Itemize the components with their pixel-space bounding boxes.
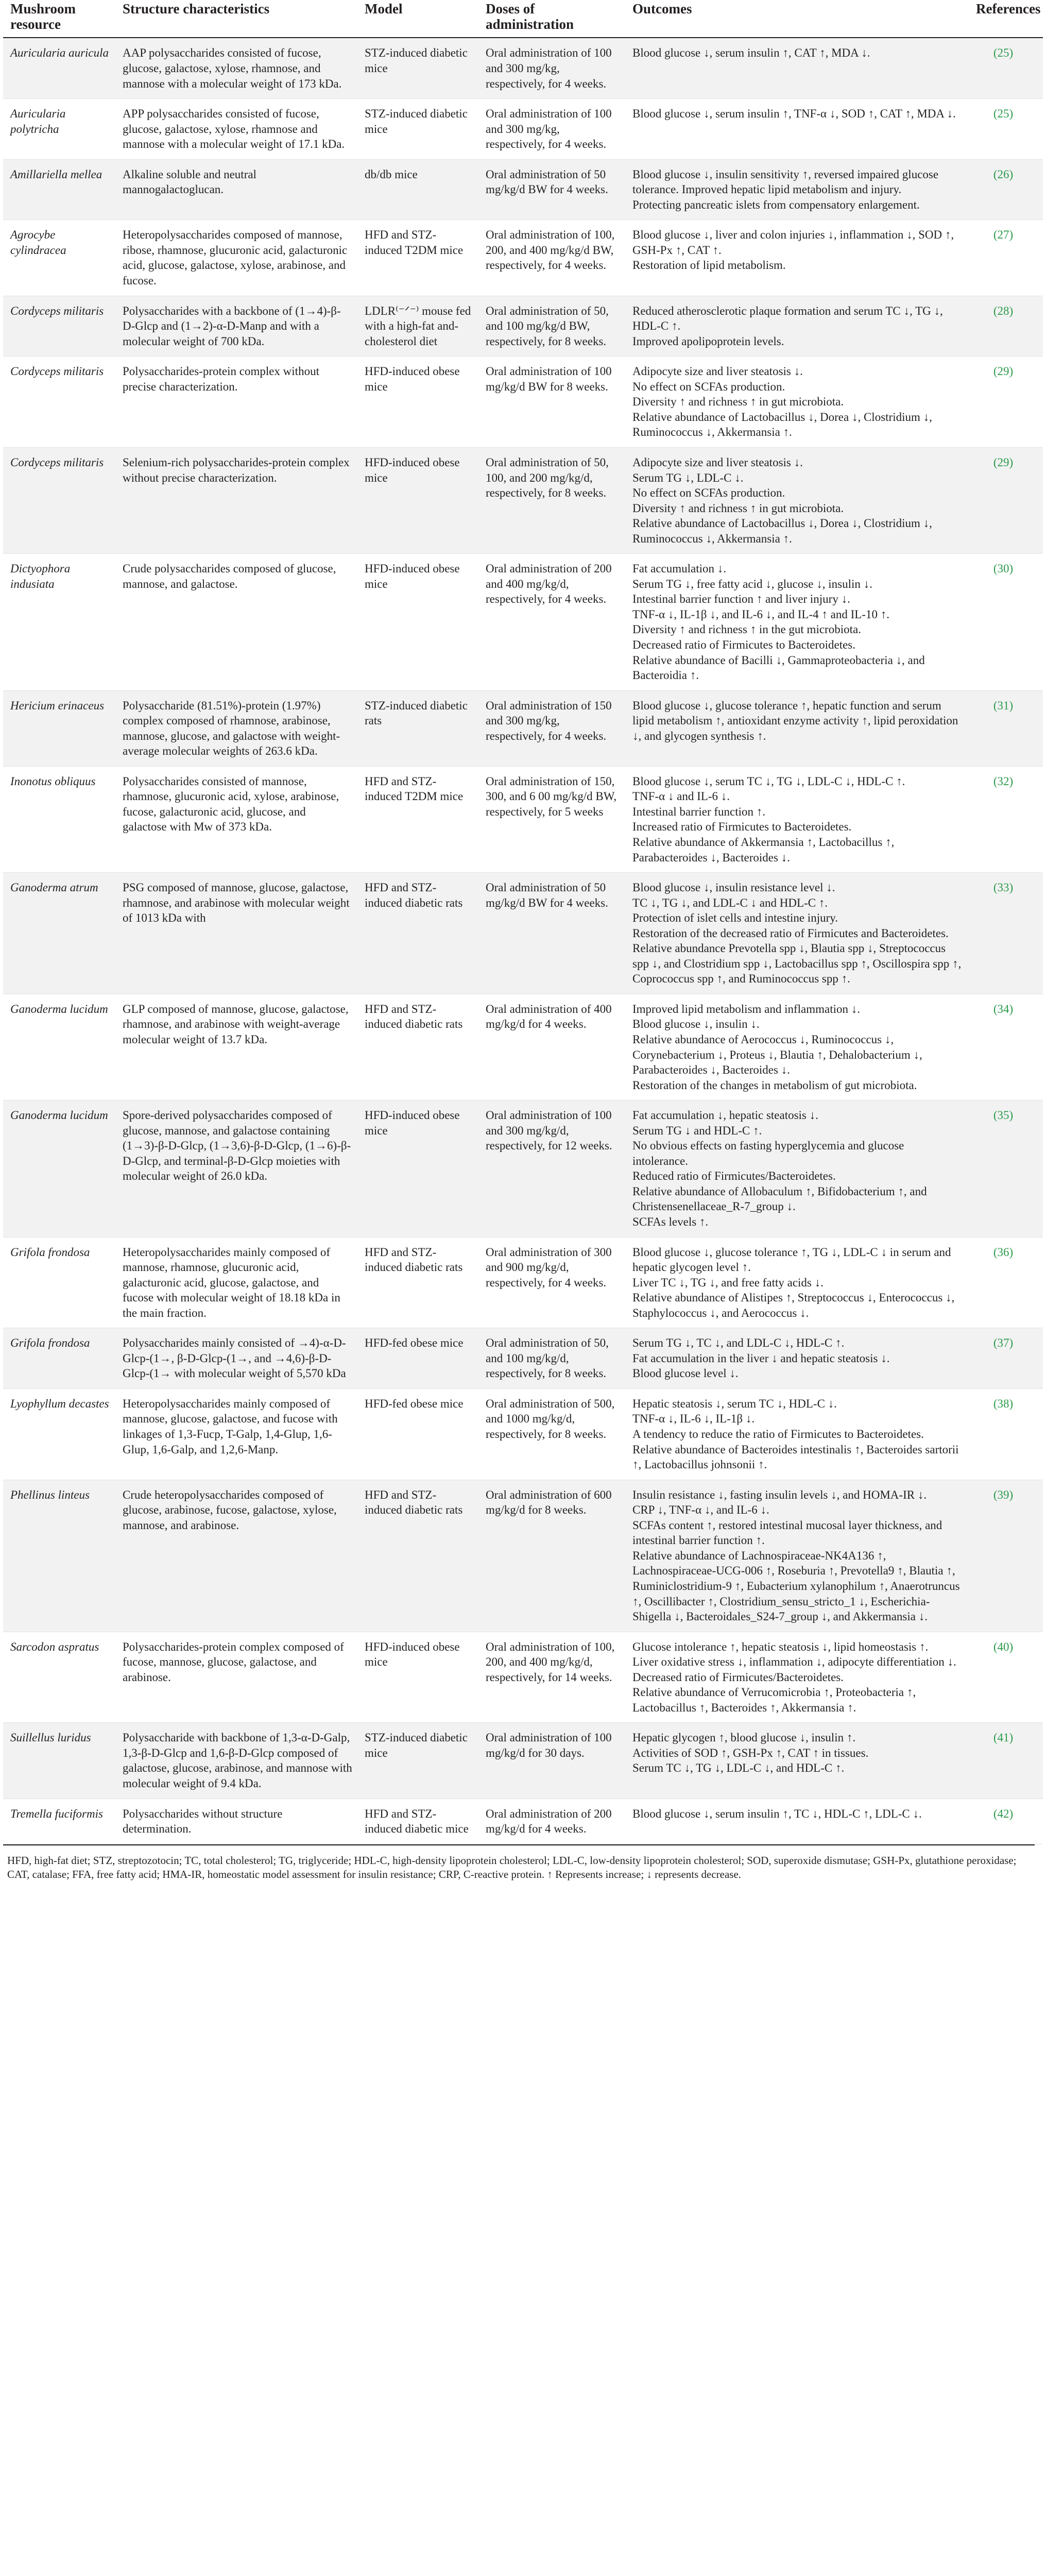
outcome-line: Blood glucose ↓, insulin resistance level ↓.: [632, 881, 835, 894]
cell-model: HFD-induced obese mice: [357, 357, 478, 448]
cell-reference-link[interactable]: (38): [967, 1388, 1043, 1480]
outcome-line: Relative abundance of Lactobacillus ↓, Dorea ↓, Clostridium ↓, Ruminococcus ↓, Akkermansia ↑.: [632, 517, 932, 545]
cell-model: HFD-induced obese mice: [357, 447, 478, 553]
cell-reference-link[interactable]: (39): [967, 1480, 1043, 1632]
cell-mushroom-resource: Cordyceps militaris: [3, 447, 115, 553]
cell-doses: Oral administration of 100 mg/kg/d for 30 days.: [478, 1723, 625, 1799]
table-row: [3, 296, 1043, 357]
cell-outcomes: [625, 296, 967, 357]
cell-doses: Oral administration of 150 and 300 mg/kg, respectively, for 4 weeks.: [478, 690, 625, 766]
cell-structure: GLP composed of mannose, glucose, galactose, rhamnose, and arabinose with weight-average molecular weight of 13.7 kDa.: [115, 994, 357, 1100]
table-row: [3, 38, 1043, 98]
cell-doses: Oral administration of 200 mg/kg/d for 4 weeks.: [478, 1799, 625, 1844]
cell-outcomes: [625, 1799, 967, 1844]
cell-structure: Polysaccharides-protein complex composed of fucose, mannose, glucose, galactose, and arabinose.: [115, 1632, 357, 1723]
table-row: [3, 1480, 1043, 1632]
header-references: References: [967, 0, 1043, 38]
cell-model: HFD and STZ-induced T2DM mice: [357, 766, 478, 872]
outcome-line: Blood glucose level ↓.: [632, 1367, 739, 1380]
cell-structure: Spore-derived polysaccharides composed of glucose, mannose, and galactose containing (1→3)-β-D-Glcp, (1→3,6)-β-D-Glcp, (1→6)-β-D-Glcp, and terminal-β-D-Glcp moieties with molecular weight of 26.0 kDa.: [115, 1100, 357, 1237]
cell-structure: Heteropolysaccharides composed of mannose, ribose, rhamnose, glucuronic acid, galacturonic acid, glucose, galactose, xylose, arabinose, and fucose.: [115, 220, 357, 296]
outcome-line: Improved apolipoprotein levels.: [632, 334, 784, 348]
outcome-line: Hepatic steatosis ↓, serum TC ↓, HDL-C ↓.: [632, 1397, 837, 1410]
outcome-line: Blood glucose ↓, glucose tolerance ↑, hepatic function and serum lipid metabolism ↑, antioxidant enzyme activity ↑, lipid peroxidation ↓, and glycogen synthesis ↑.: [632, 699, 958, 742]
outcome-line: Reduced ratio of Firmicutes/Bacteroidetes.: [632, 1170, 836, 1183]
outcome-line: Restoration of the changes in metabolism of gut microbiota.: [632, 1078, 917, 1092]
header-row: [3, 0, 1043, 38]
table-row: [3, 159, 1043, 220]
cell-mushroom-resource: Ganoderma atrum: [3, 873, 115, 994]
outcome-line: CRP ↓, TNF-α ↓, and IL-6 ↓.: [632, 1503, 769, 1517]
cell-outcomes: [625, 1480, 967, 1632]
cell-mushroom-resource: Suillellus luridus: [3, 1723, 115, 1799]
table-row: [3, 766, 1043, 872]
cell-reference-link[interactable]: (28): [967, 296, 1043, 357]
cell-mushroom-resource: Ganoderma lucidum: [3, 1100, 115, 1237]
outcome-line: Intestinal barrier function ↑ and liver injury ↓.: [632, 592, 850, 606]
outcome-line: Blood glucose ↓, insulin ↓.: [632, 1018, 760, 1031]
cell-model: HFD and STZ-induced diabetic rats: [357, 873, 478, 994]
outcome-line: Relative abundance of Alistipes ↑, Streptococcus ↓, Enterococcus ↓, Staphylococcus ↓, and Aerococcus ↓.: [632, 1291, 955, 1319]
header-mushroom-resource: Mushroom resource: [3, 0, 115, 38]
cell-model: LDLR⁽⁻ᐟ⁻⁾ mouse fed with a high-fat and-cholesterol diet: [357, 296, 478, 357]
outcome-line: Relative abundance of Aerococcus ↓, Ruminococcus ↓, Corynebacterium ↓, Proteus ↓, Blautia ↑, Dehalobacterium ↓, Parabacteroides ↓, Bacteroides ↓.: [632, 1033, 922, 1077]
outcome-line: TC ↓, TG ↓, and LDL-C ↓ and HDL-C ↑.: [632, 896, 828, 909]
table-row: [3, 447, 1043, 553]
outcome-line: Blood glucose ↓, serum insulin ↑, TNF-α ↓, SOD ↑, CAT ↑, MDA ↓.: [632, 107, 956, 121]
cell-model: HFD and STZ-induced diabetic rats: [357, 1480, 478, 1632]
cell-model: HFD-fed obese mice: [357, 1388, 478, 1480]
outcome-line: Intestinal barrier function ↑.: [632, 805, 766, 818]
cell-structure: AAP polysaccharides consisted of fucose, glucose, galactose, xylose, rhamnose, and mannose with a molecular weight of 173 kDa.: [115, 38, 357, 98]
cell-model: STZ-induced diabetic mice: [357, 1723, 478, 1799]
cell-mushroom-resource: Cordyceps militaris: [3, 357, 115, 448]
cell-structure: Polysaccharide (81.51%)-protein (1.97%) complex composed of rhamnose, arabinose, mannose, glucose, and galactose with weight-average molecular weights of 263.6 kDa.: [115, 690, 357, 766]
outcome-line: Blood glucose ↓, glucose tolerance ↑, TG ↓, LDL-C ↓ in serum and hepatic glycogen level ↑.: [632, 1245, 951, 1274]
cell-outcomes: [625, 1723, 967, 1799]
header-structure-characteristics: Structure characteristics: [115, 0, 357, 38]
table-row: [3, 1388, 1043, 1480]
cell-structure: APP polysaccharides consisted of fucose, glucose, galactose, xylose, rhamnose and mannose with a molecular weight of 17.1 kDa.: [115, 99, 357, 160]
table-row: [3, 99, 1043, 160]
outcome-line: Fat accumulation ↓.: [632, 562, 727, 575]
outcome-line: Relative abundance of Lactobacillus ↓, Dorea ↓, Clostridium ↓, Ruminococcus ↓, Akkermansia ↑.: [632, 410, 932, 439]
cell-structure: Polysaccharide with backbone of 1,3-α-D-Galp, 1,3-β-D-Glcp and 1,6-β-D-Glcp composed of galactose, glucose, arabinose, and mannose with molecular weight of 9.4 kDa.: [115, 1723, 357, 1799]
cell-doses: Oral administration of 150, 300, and 6 00 mg/kg/d BW, respectively, for 5 weeks: [478, 766, 625, 872]
cell-mushroom-resource: Lyophyllum decastes: [3, 1388, 115, 1480]
outcome-line: Serum TG ↓ and HDL-C ↑.: [632, 1124, 762, 1137]
cell-model: db/db mice: [357, 159, 478, 220]
outcome-line: Reduced atherosclerotic plaque formation and serum TC ↓, TG ↓, HDL-C ↑.: [632, 304, 943, 333]
outcome-line: Relative abundance of Bacteroides intestinalis ↑, Bacteroides sartorii ↑, Lactobacillus johnsonii ↑.: [632, 1443, 959, 1471]
outcome-line: Diversity ↑ and richness ↑ in gut microbiota.: [632, 395, 844, 409]
outcome-line: Increased ratio of Firmicutes to Bacteroidetes.: [632, 820, 852, 834]
outcome-line: Relative abundance of Allobaculum ↑, Bifidobacterium ↑, and Christensenellaceae_R-7_group ↓.: [632, 1184, 927, 1213]
cell-outcomes: [625, 1328, 967, 1389]
cell-doses: Oral administration of 50, and 100 mg/kg/d BW, respectively, for 8 weeks.: [478, 296, 625, 357]
cell-reference-link[interactable]: (36): [967, 1237, 1043, 1328]
cell-mushroom-resource: Tremella fuciformis: [3, 1799, 115, 1844]
cell-model: HFD-induced obese mice: [357, 554, 478, 690]
outcome-line: Relative abundance of Lachnospiraceae-NK4A136 ↑, Lachnospiraceae-UCG-006 ↑, Roseburia ↑, Prevotella9 ↑, Blautia ↑, Ruminiclostridium-9 ↑, Eubacterium xylanophilum ↑, Anaerotruncus ↑, Oscillibacter ↑, Clostridium_sensu_stricto_1 ↓, Escherichia-Shigella ↓, Bacteroidales_S24-7_group ↓, and Akkermansia ↓.: [632, 1549, 960, 1623]
cell-model: STZ-induced diabetic rats: [357, 690, 478, 766]
outcome-line: Insulin resistance ↓, fasting insulin levels ↓, and HOMA-IR ↓.: [632, 1488, 927, 1501]
cell-reference-link[interactable]: (41): [967, 1723, 1043, 1799]
cell-model: HFD and STZ-induced diabetic rats: [357, 1237, 478, 1328]
cell-outcomes: [625, 873, 967, 994]
outcome-line: Serum TG ↓, TC ↓, and LDL-C ↓, HDL-C ↑.: [632, 1336, 845, 1350]
cell-reference-link[interactable]: (35): [967, 1100, 1043, 1237]
cell-mushroom-resource: Cordyceps militaris: [3, 296, 115, 357]
table-row: [3, 1723, 1043, 1799]
cell-reference-link[interactable]: (33): [967, 873, 1043, 994]
outcome-line: Relative abundance of Akkermansia ↑, Lactobacillus ↑, Parabacteroides ↓, Bacteroides ↓.: [632, 835, 895, 864]
mushroom-polysaccharide-table: [3, 0, 1043, 1844]
cell-mushroom-resource: Auricularia polytricha: [3, 99, 115, 160]
outcome-line: Blood glucose ↓, liver and colon injuries ↓, inflammation ↓, SOD ↑, GSH-Px ↑, CAT ↑.: [632, 228, 954, 257]
cell-outcomes: [625, 357, 967, 448]
table-row: [3, 690, 1043, 766]
table-header: [3, 0, 1043, 38]
header-model: Model: [357, 0, 478, 38]
cell-doses: Oral administration of 300 and 900 mg/kg/d, respectively, for 4 weeks.: [478, 1237, 625, 1328]
cell-outcomes: [625, 766, 967, 872]
outcome-line: TNF-α ↓, IL-1β ↓, and IL-6 ↓, and IL-4 ↑ and IL-10 ↑.: [632, 607, 889, 621]
cell-reference-link[interactable]: (40): [967, 1632, 1043, 1723]
outcome-line: Liver TC ↓, TG ↓, and free fatty acids ↓.: [632, 1276, 824, 1289]
cell-outcomes: [625, 99, 967, 160]
cell-doses: Oral administration of 200 and 400 mg/kg/d, respectively, for 4 weeks.: [478, 554, 625, 690]
cell-mushroom-resource: Phellinus linteus: [3, 1480, 115, 1632]
table-row: [3, 1632, 1043, 1723]
outcome-line: Blood glucose ↓, serum insulin ↑, TC ↓, HDL-C ↑, LDL-C ↓.: [632, 1807, 922, 1820]
cell-mushroom-resource: Hericium erinaceus: [3, 690, 115, 766]
cell-reference-link[interactable]: (29): [967, 447, 1043, 553]
cell-mushroom-resource: Grifola frondosa: [3, 1328, 115, 1389]
outcome-line: Decreased ratio of Firmicutes to Bacteroidetes.: [632, 638, 856, 651]
outcome-line: Protection of islet cells and intestine injury.: [632, 911, 838, 925]
outcome-line: Serum TG ↓, free fatty acid ↓, glucose ↓, insulin ↓.: [632, 577, 872, 590]
table-row: [3, 1328, 1043, 1389]
cell-reference-link[interactable]: (29): [967, 357, 1043, 448]
cell-doses: Oral administration of 50, 100, and 200 mg/kg/d, respectively, for 8 weeks.: [478, 447, 625, 553]
cell-outcomes: [625, 994, 967, 1100]
cell-structure: Polysaccharides mainly consisted of →4)-α-D-Glcp-(1→, β-D-Glcp-(1→, and →4,6)-β-D-Glcp-(1→ with molecular weight of 5,570 kDa: [115, 1328, 357, 1389]
cell-model: HFD and STZ-induced diabetic rats: [357, 994, 478, 1100]
outcome-line: Protecting pancreatic islets from compensatory enlargement.: [632, 198, 920, 211]
outcome-line: Relative abundance of Bacilli ↓, Gammaproteobacteria ↓, and Bacteroidia ↑.: [632, 653, 925, 682]
outcome-line: SCFAs levels ↑.: [632, 1215, 709, 1229]
cell-doses: Oral administration of 100, 200, and 400 mg/kg/d BW, respectively, for 4 weeks.: [478, 220, 625, 296]
outcome-line: Serum TC ↓, TG ↓, LDL-C ↓, and HDL-C ↑.: [632, 1761, 845, 1775]
cell-reference-link[interactable]: (31): [967, 690, 1043, 766]
cell-model: STZ-induced diabetic mice: [357, 99, 478, 160]
cell-structure: Polysaccharides consisted of mannose, rhamnose, glucuronic acid, xylose, arabinose, fucose, galacturonic acid, glucose, and galactose with Mw of 373 kDa.: [115, 766, 357, 872]
outcome-line: Blood glucose ↓, serum TC ↓, TG ↓, LDL-C ↓, HDL-C ↑.: [632, 774, 905, 788]
outcome-line: Fat accumulation ↓, hepatic steatosis ↓.: [632, 1109, 818, 1122]
outcome-line: No obvious effects on fasting hyperglycemia and glucose intolerance.: [632, 1139, 904, 1167]
outcome-line: Liver oxidative stress ↓, inflammation ↓, adipocyte differentiation ↓.: [632, 1655, 956, 1669]
cell-doses: Oral administration of 50, and 100 mg/kg/d, respectively, for 8 weeks.: [478, 1328, 625, 1389]
cell-mushroom-resource: Agrocybe cylindracea: [3, 220, 115, 296]
outcome-line: Fat accumulation in the liver ↓ and hepatic steatosis ↓.: [632, 1351, 890, 1365]
cell-outcomes: [625, 1388, 967, 1480]
cell-outcomes: [625, 220, 967, 296]
cell-reference-link[interactable]: (25): [967, 38, 1043, 98]
outcome-line: Serum TG ↓, LDL-C ↓.: [632, 471, 744, 484]
table-body: [3, 38, 1043, 1844]
cell-doses: Oral administration of 400 mg/kg/d for 4 weeks.: [478, 994, 625, 1100]
outcome-line: Diversity ↑ and richness ↑ in gut microbiota.: [632, 501, 844, 515]
cell-structure: Heteropolysaccharides mainly composed of mannose, glucose, galactose, and fucose with linkages of 1,3-Fucp, T-Galp, 1,4-Glup, 1,6-Glup, 1,6-Galp, and 1,2,6-Manp.: [115, 1388, 357, 1480]
cell-doses: Oral administration of 100 and 300 mg/kg, respectively, for 4 weeks.: [478, 99, 625, 160]
cell-structure: Alkaline soluble and neutral mannogalactoglucan.: [115, 159, 357, 220]
table-footnote: HFD, high-fat diet; STZ, streptozotocin; TC, total cholesterol; TG, triglyceride; HDL-C, high-density lipoprotein cholesterol; LDL-C, low-density lipoprotein cholesterol; SOD, superoxide dismutase; GSH-Px, glutathione peroxidase; CAT, catalase; FFA, free fatty acid; HMA-IR, homeostatic model assessment for insulin resistance; CRP, C-reactive protein. ↑ Represents increase; ↓ represents decrease.: [3, 1844, 1035, 1882]
cell-reference-link[interactable]: (42): [967, 1799, 1043, 1844]
cell-structure: PSG composed of mannose, glucose, galactose, rhamnose, and arabinose with molecular weight of 1013 kDa with: [115, 873, 357, 994]
outcome-line: Glucose intolerance ↑, hepatic steatosis ↓, lipid homeostasis ↑.: [632, 1640, 929, 1653]
table-row: [3, 873, 1043, 994]
cell-doses: Oral administration of 100 and 300 mg/kg, respectively, for 4 weeks.: [478, 38, 625, 98]
cell-structure: Crude heteropolysaccharides composed of glucose, arabinose, fucose, galactose, xylose, mannose, and arabinose.: [115, 1480, 357, 1632]
table-row: [3, 1799, 1043, 1844]
cell-mushroom-resource: Inonotus obliquus: [3, 766, 115, 872]
cell-model: HFD-induced obese mice: [357, 1100, 478, 1237]
table-row: [3, 1100, 1043, 1237]
cell-structure: Polysaccharides-protein complex without precise characterization.: [115, 357, 357, 448]
cell-reference-link[interactable]: (32): [967, 766, 1043, 872]
outcome-line: Improved lipid metabolism and inflammation ↓.: [632, 1002, 861, 1015]
outcome-line: A tendency to reduce the ratio of Firmicutes to Bacteroidetes.: [632, 1428, 924, 1441]
cell-structure: Heteropolysaccharides mainly composed of mannose, rhamnose, glucuronic acid, galacturonic acid, glucose, galactose, and fucose with molecular weight of 18.18 kDa in the main fraction.: [115, 1237, 357, 1328]
outcome-line: Adipocyte size and liver steatosis ↓.: [632, 455, 803, 469]
cell-doses: Oral administration of 100, 200, and 400 mg/kg/d, respectively, for 14 weeks.: [478, 1632, 625, 1723]
cell-structure: Selenium-rich polysaccharides-protein complex without precise characterization.: [115, 447, 357, 553]
cell-reference-link[interactable]: (27): [967, 220, 1043, 296]
cell-outcomes: [625, 159, 967, 220]
outcome-line: Restoration of the decreased ratio of Firmicutes and Bacteroidetes.: [632, 926, 949, 940]
cell-model: HFD and STZ-induced T2DM mice: [357, 220, 478, 296]
cell-structure: Polysaccharides with a backbone of (1→4)-β-D-Glcp and (1→2)-α-D-Manp and with a molecular weight of 700 kDa.: [115, 296, 357, 357]
cell-doses: Oral administration of 100 and 300 mg/kg/d, respectively, for 12 weeks.: [478, 1100, 625, 1237]
outcome-line: Blood glucose ↓, insulin sensitivity ↑, reversed impaired glucose tolerance. Improved hepatic lipid metabolism and injury.: [632, 167, 939, 196]
header-doses: Doses of administration: [478, 0, 625, 38]
outcome-line: TNF-α ↓, IL-6 ↓, IL-1β ↓.: [632, 1412, 755, 1426]
outcome-line: Adipocyte size and liver steatosis ↓.: [632, 365, 803, 378]
cell-mushroom-resource: Ganoderma lucidum: [3, 994, 115, 1100]
cell-outcomes: [625, 1632, 967, 1723]
outcome-line: Activities of SOD ↑, GSH-Px ↑, CAT ↑ in tissues.: [632, 1746, 869, 1759]
outcome-line: Diversity ↑ and richness ↑ in the gut microbiota.: [632, 623, 861, 636]
cell-structure: Crude polysaccharides composed of glucose, mannose, and galactose.: [115, 554, 357, 690]
outcome-line: Restoration of lipid metabolism.: [632, 259, 786, 272]
cell-structure: Polysaccharides without structure determination.: [115, 1799, 357, 1844]
cell-mushroom-resource: Amillariella mellea: [3, 159, 115, 220]
cell-outcomes: [625, 1100, 967, 1237]
cell-doses: Oral administration of 50 mg/kg/d BW for 4 weeks.: [478, 873, 625, 994]
table-row: [3, 1237, 1043, 1328]
cell-reference-link[interactable]: (25): [967, 99, 1043, 160]
table-row: [3, 994, 1043, 1100]
outcome-line: Decreased ratio of Firmicutes/Bacteroidetes.: [632, 1670, 844, 1684]
outcome-line: No effect on SCFAs production.: [632, 380, 785, 393]
outcome-line: No effect on SCFAs production.: [632, 486, 785, 500]
cell-mushroom-resource: Dictyophora indusiata: [3, 554, 115, 690]
cell-outcomes: [625, 554, 967, 690]
cell-model: HFD and STZ-induced diabetic mice: [357, 1799, 478, 1844]
outcome-line: Blood glucose ↓, serum insulin ↑, CAT ↑, MDA ↓.: [632, 46, 870, 60]
cell-mushroom-resource: Auricularia auricula: [3, 38, 115, 98]
header-outcomes: Outcomes: [625, 0, 967, 38]
cell-mushroom-resource: Sarcodon aspratus: [3, 1632, 115, 1723]
cell-reference-link[interactable]: (37): [967, 1328, 1043, 1389]
cell-outcomes: [625, 38, 967, 98]
cell-doses: Oral administration of 600 mg/kg/d for 8 weeks.: [478, 1480, 625, 1632]
cell-doses: Oral administration of 500, and 1000 mg/kg/d, respectively, for 8 weeks.: [478, 1388, 625, 1480]
outcome-line: SCFAs content ↑, restored intestinal mucosal layer thickness, and intestinal barrier function ↑.: [632, 1518, 942, 1547]
cell-outcomes: [625, 690, 967, 766]
cell-model: STZ-induced diabetic mice: [357, 38, 478, 98]
table-row: [3, 220, 1043, 296]
cell-model: HFD-fed obese mice: [357, 1328, 478, 1389]
outcome-line: Relative abundance Prevotella spp ↓, Blautia spp ↓, Streptococcus spp ↓, and Clostridium spp ↓, Lactobacillus spp ↑, Oscillospira spp ↑, Coprococcus spp ↑, and Ruminococcus spp ↑.: [632, 942, 962, 986]
cell-model: HFD-induced obese mice: [357, 1632, 478, 1723]
cell-mushroom-resource: Grifola frondosa: [3, 1237, 115, 1328]
outcome-line: Relative abundance of Verrucomicrobia ↑, Proteobacteria ↑, Lactobacillus ↑, Bacteroides ↑, Akkermansia ↑.: [632, 1686, 916, 1714]
cell-doses: Oral administration of 50 mg/kg/d BW for 4 weeks.: [478, 159, 625, 220]
cell-reference-link[interactable]: (34): [967, 994, 1043, 1100]
outcome-line: Hepatic glycogen ↑, blood glucose ↓, insulin ↑.: [632, 1731, 856, 1744]
cell-reference-link[interactable]: (26): [967, 159, 1043, 220]
cell-reference-link[interactable]: (30): [967, 554, 1043, 690]
outcome-line: TNF-α ↓ and IL-6 ↓.: [632, 790, 730, 803]
cell-outcomes: [625, 1237, 967, 1328]
table-row: [3, 357, 1043, 448]
table-row: [3, 554, 1043, 690]
cell-doses: Oral administration of 100 mg/kg/d BW for 8 weeks.: [478, 357, 625, 448]
cell-outcomes: [625, 447, 967, 553]
